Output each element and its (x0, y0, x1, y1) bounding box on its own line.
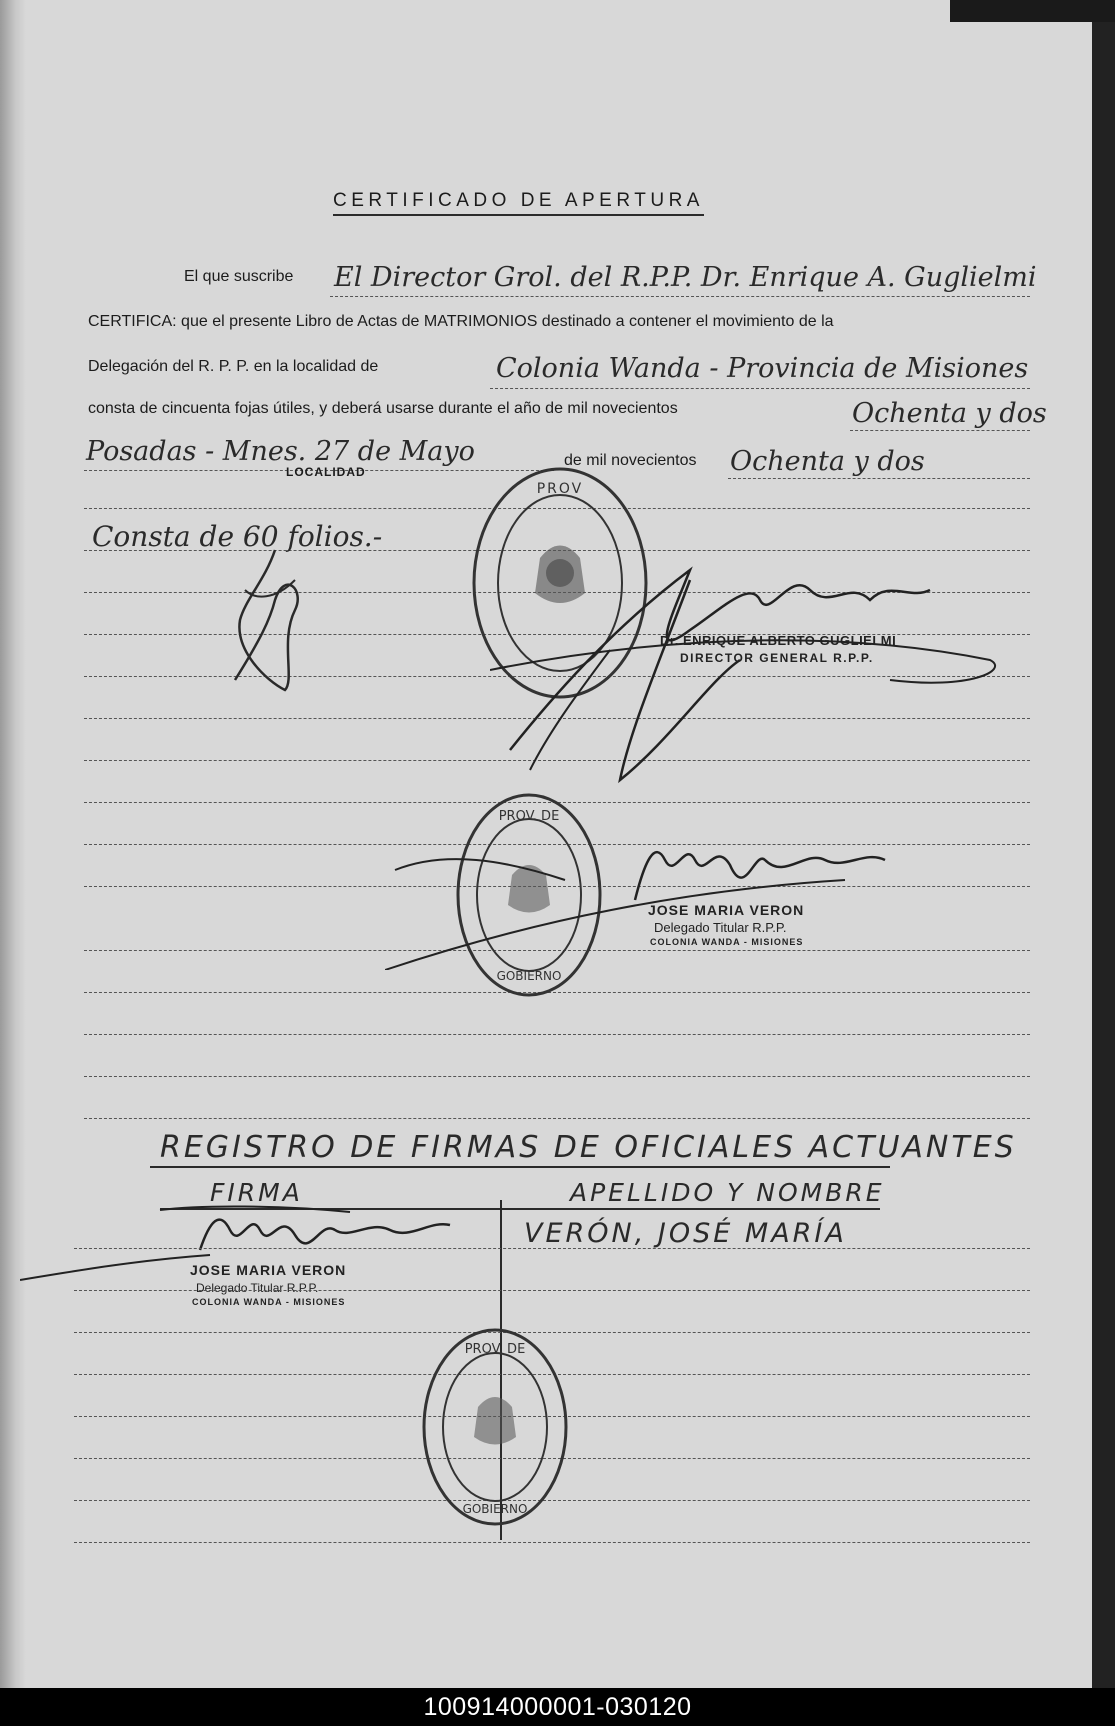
certifica-text: CERTIFICA: que el presente Libro de Actas de MATRIMONIOS destinado a contener el movimiento de la (88, 313, 834, 330)
localidad-caption: LOCALIDAD (286, 465, 366, 479)
delegate-stamp-name: JOSE MARIA VERON (648, 902, 805, 918)
ruled-line (84, 1034, 1030, 1035)
ruled-line (84, 1118, 1030, 1119)
ruled-line (84, 1076, 1030, 1077)
page-right-edge (1092, 0, 1115, 1690)
localidad-handwritten: Colonia Wanda - Provincia de Misiones (496, 353, 1029, 384)
svg-text:GOBIERNO: GOBIERNO (462, 1502, 528, 1516)
column-header-signature: FIRMA (210, 1178, 303, 1207)
document-id-caption: 100914000001-030120 (0, 1688, 1115, 1726)
delegate-stamp-place-2: COLONIA WANDA - MISIONES (192, 1297, 346, 1307)
registry-entry-name: VERÓN, JOSÉ MARÍA (524, 1218, 847, 1249)
svg-text:PROV. DE: PROV. DE (498, 809, 560, 824)
year-handwritten-2: Ochenta y dos (730, 446, 925, 477)
line-5-rule-b (728, 478, 1030, 479)
suscribe-label: El que suscribe (184, 268, 294, 285)
delegate-stamp-name-2: JOSE MARIA VERON (190, 1262, 347, 1278)
signature-flourish-left (225, 540, 335, 700)
registry-heading-underline (150, 1166, 890, 1168)
suscribe-handwritten: El Director Grol. del R.P.P. Dr. Enrique A. Guglielmi (334, 262, 1037, 293)
column-header-name: APELLIDO Y NOMBRE (570, 1178, 885, 1207)
line-1-rule (330, 296, 1030, 297)
line-4-rule (850, 430, 1030, 431)
director-signature (490, 540, 1000, 800)
delegate-stamp-title-2: Delegado Titular R.P.P. (196, 1281, 319, 1295)
line-3-rule (490, 388, 1030, 389)
director-stamp-name: Dr. ENRIQUE ALBERTO GUGLIELMI (660, 633, 897, 648)
registry-heading: REGISTRO DE FIRMAS DE OFICIALES ACTUANTES (160, 1130, 1017, 1165)
delegate-signature-upper (385, 820, 925, 970)
page-top-corner (950, 0, 1115, 22)
ruled-line (74, 1542, 1030, 1543)
book-binding-shadow (0, 0, 26, 1690)
year-handwritten-1: Ochenta y dos (852, 398, 1047, 429)
place-date-handwritten: Posadas - Mnes. 27 de Mayo (86, 436, 475, 467)
mil-novecientos-text: de mil novecientos (564, 452, 697, 469)
certificate-title: CERTIFICADO DE APERTURA (333, 190, 704, 216)
fojas-text: consta de cincuenta fojas útiles, y deberá usarse durante el año de mil novecientos (88, 400, 678, 417)
provincial-registry-seal-3 (420, 1325, 570, 1530)
svg-text:GOBIERNO: GOBIERNO (496, 969, 562, 983)
ruled-line (74, 1290, 1030, 1291)
director-stamp-title: DIRECTOR GENERAL R.P.P. (680, 651, 874, 665)
folios-note-handwritten: Consta de 60 folios.- (92, 520, 383, 553)
svg-text:PROV: PROV (536, 481, 584, 497)
delegate-stamp-title: Delegado Titular R.P.P. (654, 920, 787, 935)
localidad-prefix: Delegación del R. P. P. en la localidad de (88, 358, 379, 375)
svg-text:PROV. DE: PROV. DE (464, 1342, 526, 1357)
ruled-line (74, 1248, 1030, 1249)
delegate-stamp-place: COLONIA WANDA - MISIONES (650, 937, 804, 947)
